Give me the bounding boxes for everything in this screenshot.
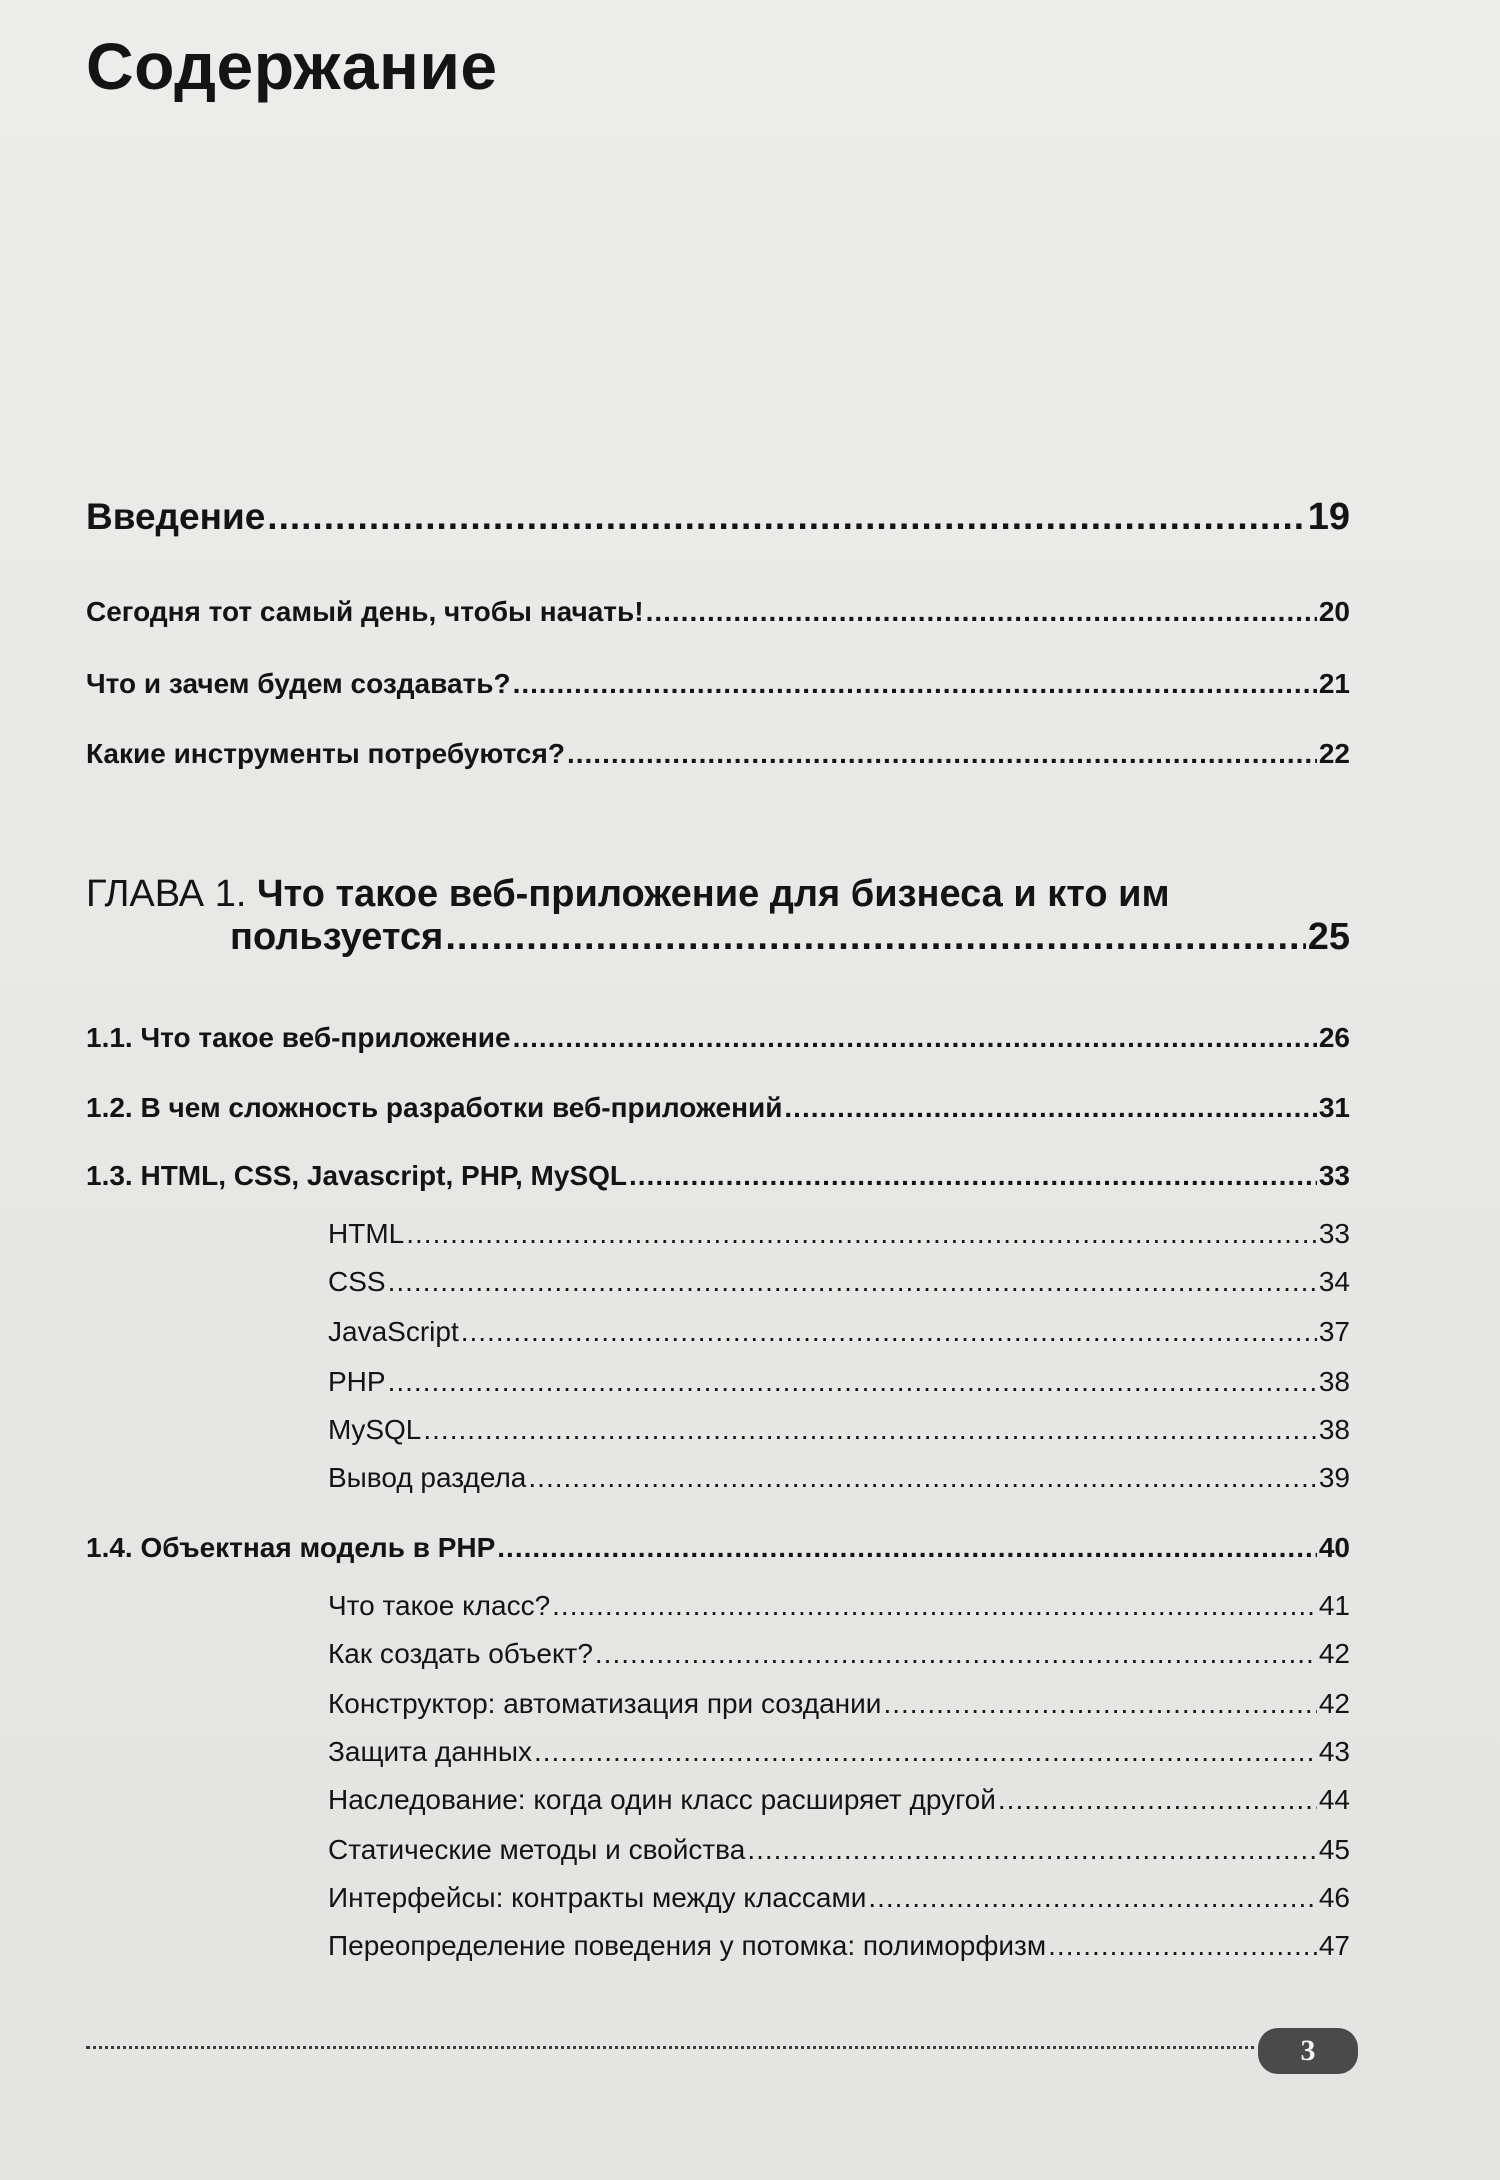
dot-leader <box>784 1092 1316 1124</box>
toc-subentry[interactable] <box>328 1930 1350 1962</box>
toc-entry-label: Сегодня тот самый день, чтобы начать! <box>86 596 644 627</box>
dot-leader <box>497 1532 1317 1564</box>
toc-entry-label: Переопределение поведения у потомка: полиморфизм <box>328 1930 1047 1961</box>
toc-entry-label: 1.2. В чем сложность разработки веб-приложений <box>86 1092 783 1123</box>
toc-subentry[interactable] <box>328 1590 1350 1622</box>
toc-section[interactable] <box>86 1532 1350 1564</box>
dot-leader <box>567 738 1317 770</box>
dot-leader <box>513 668 1317 700</box>
toc-entry-page: 45 <box>1318 1834 1350 1865</box>
dot-leader <box>513 1022 1317 1054</box>
toc-entry-page: 31 <box>1318 1092 1350 1123</box>
toc-entry-page: 47 <box>1318 1930 1350 1961</box>
toc-entry-introduction[interactable] <box>86 496 1350 539</box>
toc-entry-label: HTML <box>328 1218 405 1249</box>
toc-entry-page: 22 <box>1318 738 1350 769</box>
footer-dotted-rule <box>86 2046 1262 2053</box>
toc-entry-page: 39 <box>1318 1462 1350 1493</box>
chapter-title-line2: пользуется <box>230 916 444 958</box>
dot-leader <box>883 1688 1316 1720</box>
toc-entry-page: 26 <box>1318 1022 1350 1053</box>
toc-entry-label: Статические методы и свойства <box>328 1834 746 1865</box>
toc-entry-page: 19 <box>1307 496 1350 538</box>
toc-entry-page: 20 <box>1318 596 1350 627</box>
chapter-title-line1: Что такое веб-приложение для бизнеса и кто им <box>256 873 1170 915</box>
dot-leader <box>629 1160 1317 1192</box>
toc-entry[interactable] <box>86 596 1350 628</box>
dot-leader <box>423 1414 1316 1446</box>
toc-subentry[interactable] <box>328 1266 1350 1298</box>
toc-entry-page: 42 <box>1318 1688 1350 1719</box>
dot-leader <box>267 496 1305 538</box>
toc-subentry[interactable] <box>328 1462 1350 1494</box>
dot-leader <box>388 1366 1317 1398</box>
page-title: Содержание <box>86 29 498 103</box>
toc-subentry[interactable] <box>328 1784 1350 1816</box>
dot-leader <box>998 1784 1317 1816</box>
dot-leader <box>747 1834 1317 1866</box>
toc-entry-page: 40 <box>1318 1532 1350 1563</box>
dot-leader <box>868 1882 1317 1914</box>
dot-leader <box>461 1316 1317 1348</box>
toc-entry-label: Какие инструменты потребуются? <box>86 738 565 769</box>
toc-entry-page: 21 <box>1318 668 1350 699</box>
toc-entry-label: Что такое класс? <box>328 1590 551 1621</box>
dot-leader <box>1048 1930 1317 1962</box>
toc-entry-label: CSS <box>328 1266 386 1297</box>
toc-section[interactable] <box>86 1022 1350 1054</box>
toc-subentry[interactable] <box>328 1366 1350 1398</box>
toc-entry-page: 43 <box>1318 1736 1350 1767</box>
toc-entry-page: 42 <box>1318 1638 1350 1669</box>
toc-subentry[interactable] <box>328 1688 1350 1720</box>
toc-entry-label: 1.4. Объектная модель в PHP <box>86 1532 496 1563</box>
toc-entry-page: 33 <box>1318 1218 1350 1249</box>
toc-entry-label: Наследование: когда один класс расширяет другой <box>328 1784 996 1815</box>
dot-leader <box>595 1638 1317 1670</box>
toc-entry[interactable] <box>86 668 1350 700</box>
dot-leader <box>534 1736 1317 1768</box>
toc-entry-label: Конструктор: автоматизация при создании <box>328 1688 882 1719</box>
dot-leader <box>646 596 1317 628</box>
chapter-prefix: ГЛАВА 1. <box>86 873 247 915</box>
toc-entry-label: Интерфейсы: контракты между классами <box>328 1882 867 1913</box>
toc-subentry[interactable] <box>328 1736 1350 1768</box>
toc-entry-label: JavaScript <box>328 1316 459 1347</box>
toc-subentry[interactable] <box>328 1834 1350 1866</box>
toc-entry-label: PHP <box>328 1366 386 1397</box>
toc-entry-page: 33 <box>1318 1160 1350 1191</box>
toc-entry-label: 1.1. Что такое веб-приложение <box>86 1022 511 1053</box>
toc-entry-page: 34 <box>1318 1266 1350 1297</box>
toc-entry-label: Что и зачем будем создавать? <box>86 668 511 699</box>
toc-entry-page: 44 <box>1318 1784 1350 1815</box>
chapter-heading[interactable] <box>86 864 1350 924</box>
toc-subentry[interactable] <box>328 1882 1350 1914</box>
toc-entry-label: MySQL <box>328 1414 422 1445</box>
dot-leader <box>552 1590 1317 1622</box>
chapter-heading-line2[interactable] <box>230 916 1350 959</box>
toc-entry-page: 37 <box>1318 1316 1350 1347</box>
toc-section[interactable] <box>86 1092 1350 1124</box>
toc-entry-label: Введение <box>86 496 266 537</box>
toc-entry[interactable] <box>86 738 1350 770</box>
toc-section[interactable] <box>86 1160 1350 1192</box>
toc-subentry[interactable] <box>328 1316 1350 1348</box>
dot-leader <box>528 1462 1316 1494</box>
dot-leader <box>445 916 1305 959</box>
toc-subentry[interactable] <box>328 1414 1350 1446</box>
toc-entry-label: Защита данных <box>328 1736 532 1767</box>
page-number-badge: 3 <box>1258 2028 1358 2074</box>
toc-entry-label: Вывод раздела <box>328 1462 527 1493</box>
toc-entry-label: 1.3. HTML, CSS, Javascript, PHP, MySQL <box>86 1160 627 1191</box>
chapter-page: 25 <box>1307 916 1350 958</box>
toc-subentry[interactable] <box>328 1218 1350 1250</box>
toc-entry-page: 38 <box>1318 1366 1350 1397</box>
dot-leader <box>388 1266 1317 1298</box>
toc-entry-page: 46 <box>1318 1882 1350 1913</box>
toc-entry-label: Как создать объект? <box>328 1638 593 1669</box>
dot-leader <box>406 1218 1317 1250</box>
toc-subentry[interactable] <box>328 1638 1350 1670</box>
toc-entry-page: 41 <box>1318 1590 1350 1621</box>
toc-entry-page: 38 <box>1318 1414 1350 1445</box>
